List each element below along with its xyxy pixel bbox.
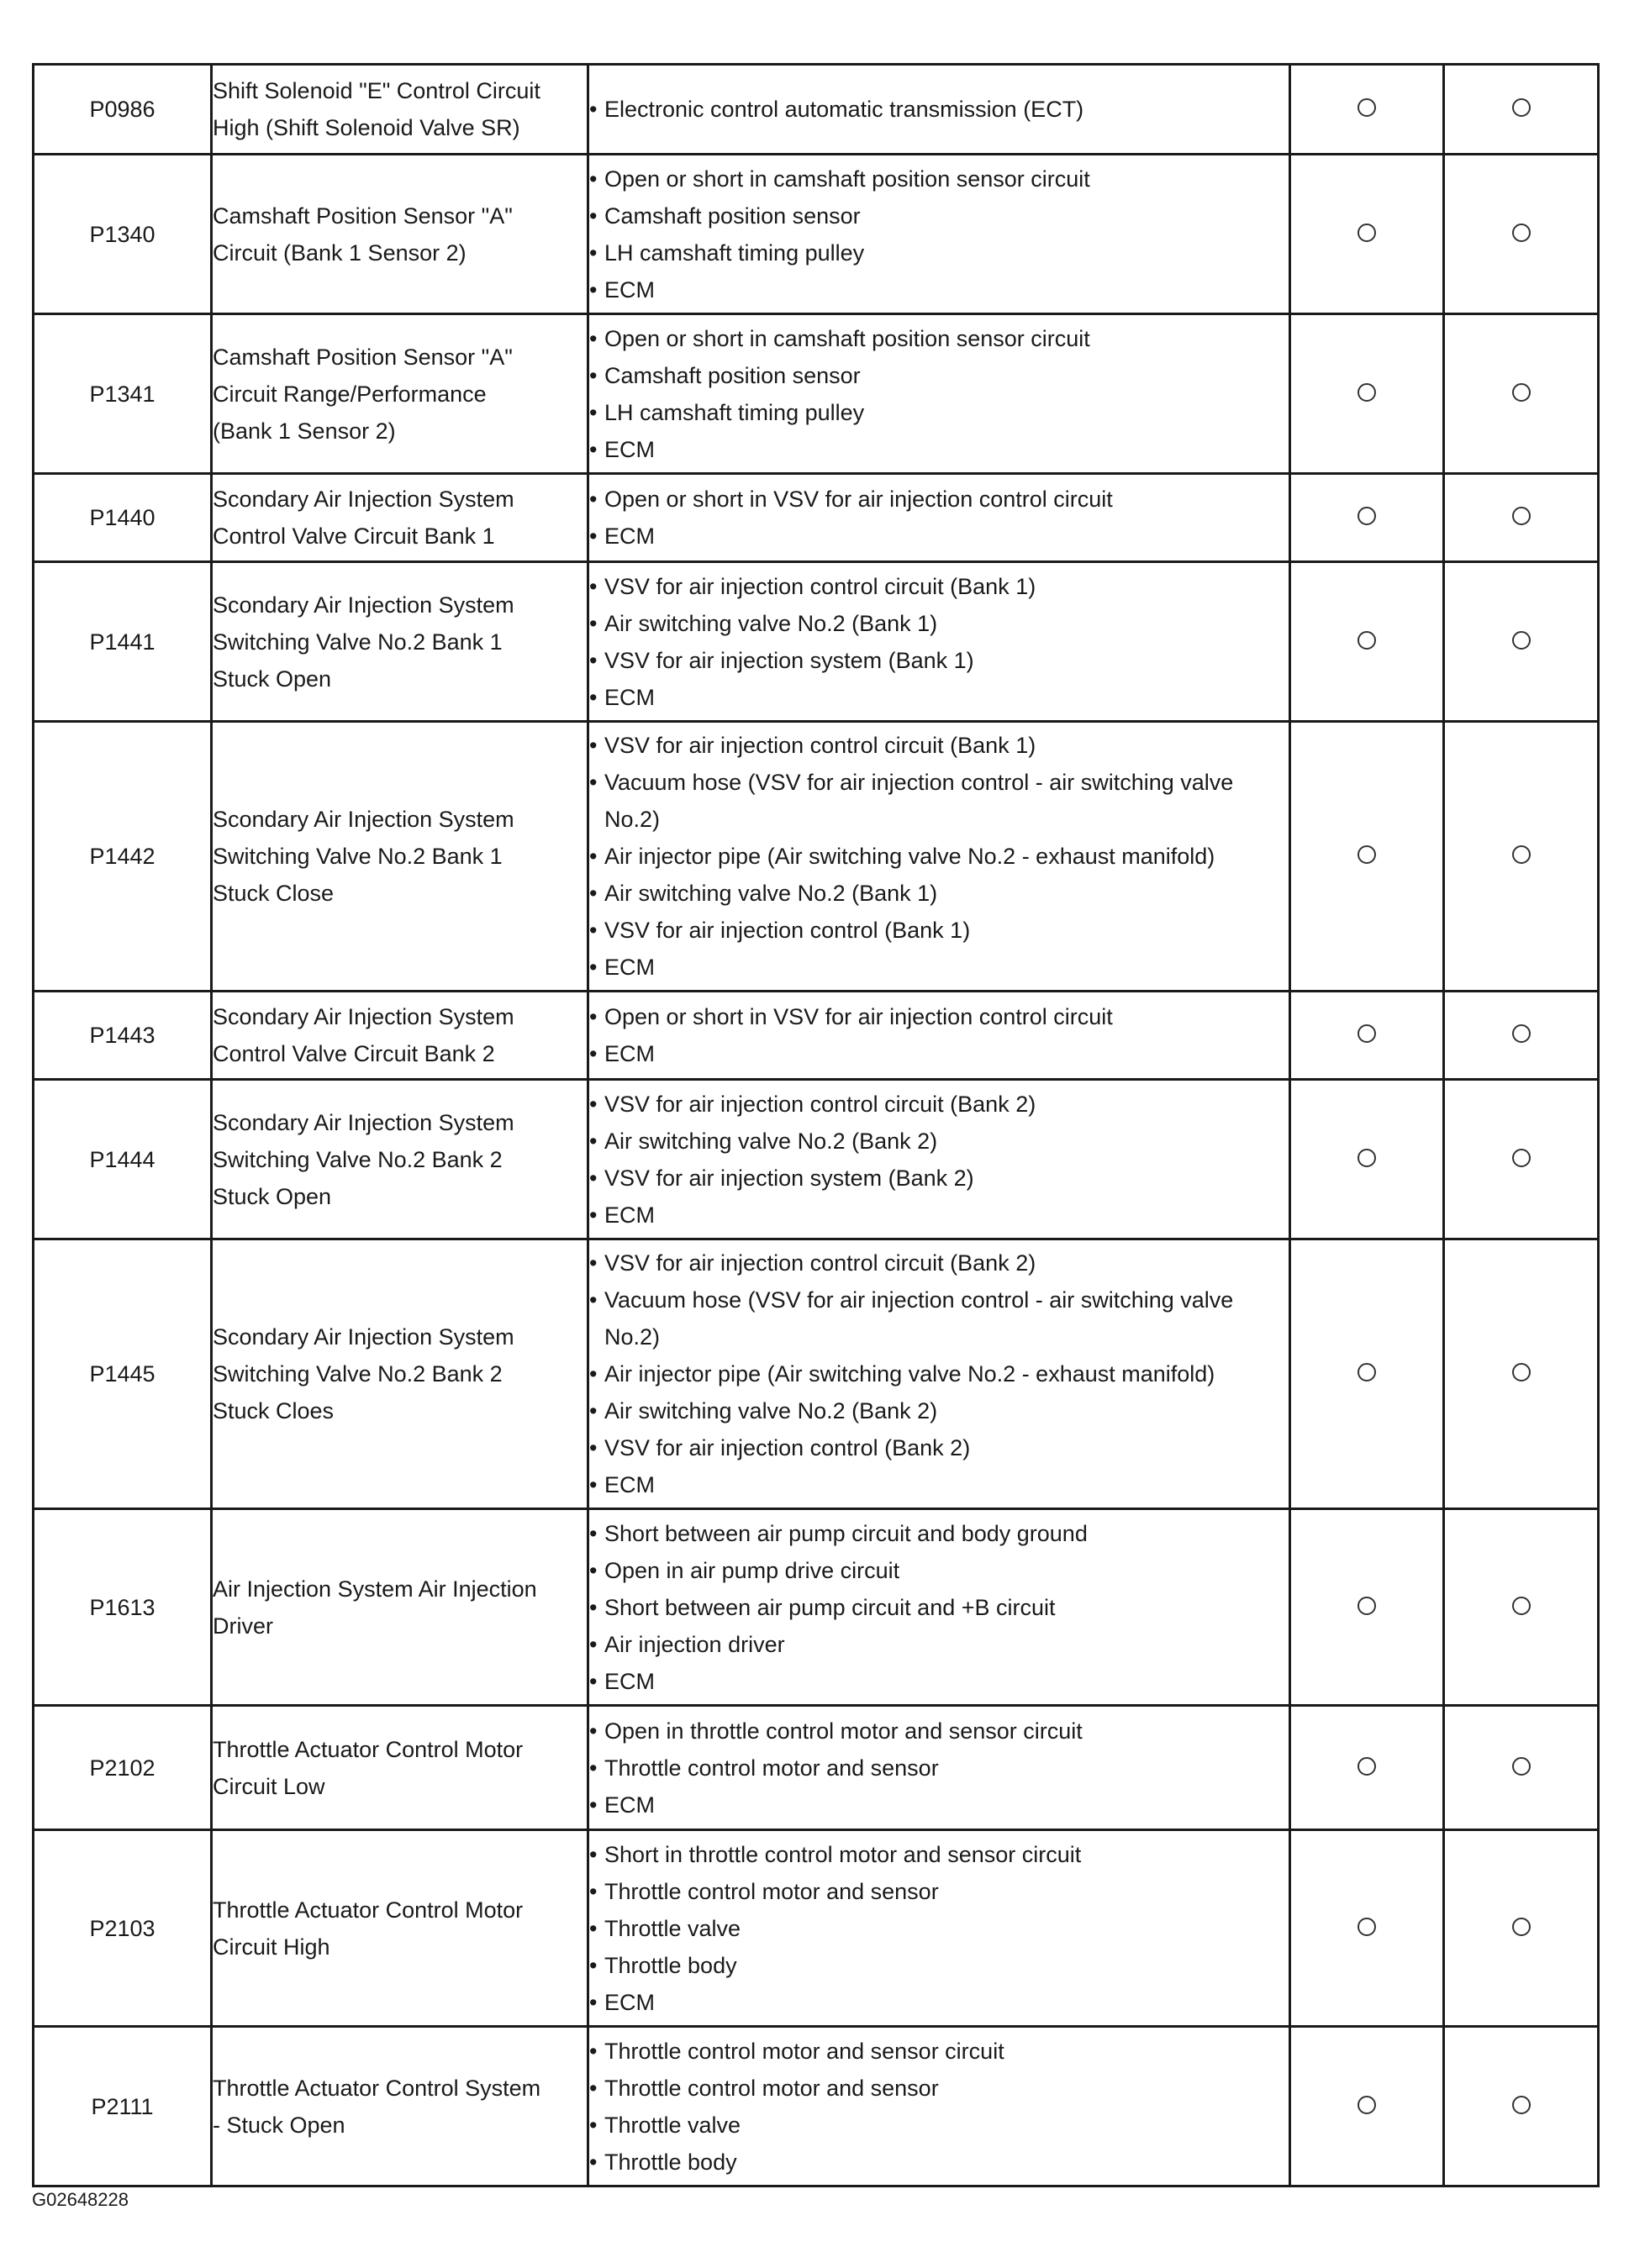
- trouble-areas: [588, 155, 1290, 314]
- bullet-icon: •: [589, 1989, 598, 2015]
- dtc-table: [32, 63, 1600, 2187]
- trouble-area-text: Air switching valve No.2 (Bank 1): [604, 610, 938, 636]
- dtc-description: [212, 2027, 588, 2186]
- memory-column-cell: [1444, 474, 1599, 562]
- dtc-description: [212, 722, 588, 992]
- bullet-icon: •: [589, 733, 598, 758]
- description-line: Stuck Cloes: [213, 1398, 335, 1423]
- bullet-icon: •: [589, 2075, 598, 2101]
- bullet-icon: •: [589, 2038, 598, 2064]
- trouble-area-text: Open or short in camshaft position sensor circuit: [604, 166, 1090, 192]
- table-row: [34, 1830, 1599, 2027]
- description-line: - Stuck Open: [213, 2112, 345, 2138]
- trouble-area-item: [589, 234, 1289, 271]
- description-line: Scondary Air Injection System: [213, 1109, 514, 1135]
- bullet-icon: •: [589, 1202, 598, 1228]
- bullet-icon: •: [589, 1165, 598, 1191]
- description-line: Stuck Open: [213, 1183, 332, 1209]
- bullet-icon: •: [589, 1631, 598, 1657]
- trouble-area-text: ECM: [604, 1202, 655, 1228]
- bullet-icon: •: [589, 844, 598, 869]
- mil-column-cell: [1290, 1239, 1444, 1509]
- trouble-area-item: [589, 912, 1289, 949]
- trouble-area-item: [589, 727, 1289, 764]
- bullet-icon: •: [589, 770, 598, 795]
- bullet-icon: •: [589, 1287, 598, 1313]
- description-line: (Bank 1 Sensor 2): [213, 418, 396, 444]
- table-row: [34, 474, 1599, 562]
- circle-icon: [1512, 1024, 1531, 1043]
- circle-icon: [1512, 507, 1531, 525]
- circle-icon: [1512, 845, 1531, 864]
- mil-column-cell: [1290, 1509, 1444, 1706]
- trouble-area-text: Air switching valve No.2 (Bank 2): [604, 1128, 938, 1154]
- dtc-code: P1442: [34, 722, 212, 992]
- trouble-area-item: [589, 1245, 1289, 1281]
- memory-column-cell: [1444, 562, 1599, 722]
- trouble-area-text: Throttle control motor and sensor: [604, 1878, 939, 1904]
- trouble-area-text: Air injector pipe (Air switching valve No.2 - exhaust manifold): [604, 1361, 1215, 1387]
- bullet-icon: •: [589, 1668, 598, 1694]
- dtc-code: P1340: [34, 155, 212, 314]
- trouble-area-item: [589, 1589, 1289, 1626]
- trouble-area-text: Open or short in VSV for air injection control circuit: [604, 1004, 1113, 1029]
- trouble-area-text: ECM: [604, 1041, 655, 1066]
- trouble-area-item: [589, 1035, 1289, 1072]
- bullet-icon: •: [589, 487, 598, 512]
- description-line: Scondary Air Injection System: [213, 487, 514, 512]
- trouble-area-text: Throttle control motor and sensor: [604, 2075, 939, 2101]
- bullet-icon: •: [589, 1004, 598, 1029]
- bullet-icon: •: [589, 1915, 598, 1941]
- trouble-area-item: [589, 1984, 1289, 2021]
- circle-icon: [1512, 1918, 1531, 1936]
- trouble-area-item: [589, 1197, 1289, 1234]
- dtc-description: [212, 65, 588, 155]
- bullet-icon: •: [589, 239, 598, 266]
- trouble-area-item: [589, 394, 1289, 431]
- trouble-area-item: [589, 2107, 1289, 2144]
- description-line: Driver: [213, 1613, 273, 1639]
- description-line: Stuck Close: [213, 881, 335, 906]
- circle-icon: [1358, 507, 1376, 525]
- bullet-icon: •: [589, 1128, 598, 1154]
- circle-icon: [1512, 1757, 1531, 1776]
- bullet-icon: •: [589, 1878, 598, 1904]
- trouble-area-item: [589, 642, 1289, 679]
- trouble-area-text: Camshaft position sensor: [604, 203, 861, 229]
- trouble-area-text: ECM: [604, 955, 655, 980]
- trouble-area-text: Air switching valve No.2 (Bank 2): [604, 1398, 938, 1423]
- bullet-icon: •: [589, 1841, 598, 1867]
- description-line: Camshaft Position Sensor "A": [213, 344, 513, 370]
- circle-icon: [1512, 631, 1531, 650]
- trouble-area-item: [589, 1836, 1289, 1873]
- trouble-areas: [588, 2027, 1290, 2186]
- trouble-area-text: ECM: [604, 1472, 655, 1497]
- bullet-icon: •: [589, 1718, 598, 1744]
- bullet-icon: •: [589, 1041, 598, 1066]
- trouble-area-text: VSV for air injection control circuit (Bank 2): [604, 1250, 1036, 1276]
- trouble-area-item: [589, 1160, 1289, 1197]
- description-line: Circuit Range/Performance: [213, 381, 487, 407]
- description-line: Throttle Actuator Control Motor: [213, 1736, 524, 1762]
- circle-icon: [1358, 383, 1376, 402]
- description-line: Camshaft Position Sensor "A": [213, 203, 513, 229]
- circle-icon: [1358, 1918, 1376, 1936]
- dtc-description: [212, 314, 588, 474]
- description-line: Switching Valve No.2 Bank 2: [213, 1146, 503, 1172]
- bullet-icon: •: [589, 1792, 598, 1818]
- trouble-area-text: Open or short in VSV for air injection control circuit: [604, 487, 1113, 512]
- circle-icon: [1512, 1597, 1531, 1615]
- trouble-area-item: [589, 2033, 1289, 2070]
- trouble-area-text: ECM: [604, 1668, 655, 1694]
- bullet-icon: •: [589, 1520, 598, 1546]
- bullet-icon: •: [589, 2149, 598, 2175]
- trouble-area-text: Throttle body: [604, 2149, 737, 2175]
- trouble-areas: [588, 65, 1290, 155]
- trouble-area-text: ECM: [604, 524, 655, 549]
- trouble-area-item: [589, 1355, 1289, 1392]
- trouble-area-item: [589, 1086, 1289, 1123]
- trouble-area-item: [589, 1713, 1289, 1750]
- trouble-area-text: VSV for air injection system (Bank 2): [604, 1165, 974, 1191]
- bullet-icon: •: [589, 610, 598, 636]
- circle-icon: [1358, 1757, 1376, 1776]
- dtc-code: P1443: [34, 992, 212, 1080]
- bullet-icon: •: [589, 276, 598, 303]
- trouble-area-item: [589, 518, 1289, 555]
- dtc-description: [212, 155, 588, 314]
- trouble-areas: [588, 992, 1290, 1080]
- trouble-area-text: Vacuum hose (VSV for air injection control - air switching valve No.2): [604, 770, 1234, 832]
- memory-column-cell: [1444, 2027, 1599, 2186]
- memory-column-cell: [1444, 1509, 1599, 1706]
- dtc-description: [212, 1509, 588, 1706]
- trouble-area-text: ECM: [604, 1989, 655, 2015]
- bullet-icon: •: [589, 1091, 598, 1117]
- trouble-area-text: VSV for air injection control circuit (Bank 1): [604, 733, 1036, 758]
- bullet-icon: •: [589, 1250, 598, 1276]
- dtc-code: P2103: [34, 1830, 212, 2027]
- trouble-area-item: [589, 320, 1289, 357]
- circle-icon: [1358, 1597, 1376, 1615]
- trouble-area-item: [589, 605, 1289, 642]
- trouble-area-text: VSV for air injection system (Bank 1): [604, 647, 974, 673]
- trouble-area-item: [589, 160, 1289, 197]
- trouble-areas: [588, 1239, 1290, 1509]
- mil-column-cell: [1290, 2027, 1444, 2186]
- dtc-description: [212, 992, 588, 1080]
- trouble-area-item: [589, 1429, 1289, 1466]
- circle-icon: [1512, 383, 1531, 402]
- description-line: Stuck Open: [213, 666, 332, 692]
- trouble-area-item: [589, 481, 1289, 518]
- trouble-area-text: Short between air pump circuit and body ground: [604, 1520, 1088, 1546]
- memory-column-cell: [1444, 1080, 1599, 1239]
- dtc-description: [212, 1239, 588, 1509]
- dtc-code: P1444: [34, 1080, 212, 1239]
- trouble-area-text: LH camshaft timing pulley: [604, 239, 865, 266]
- dtc-description: [212, 562, 588, 722]
- table-row: [34, 155, 1599, 314]
- trouble-area-item: [589, 271, 1289, 308]
- circle-icon: [1358, 631, 1376, 650]
- mil-column-cell: [1290, 155, 1444, 314]
- trouble-area-item: [589, 2070, 1289, 2107]
- trouble-area-item: [589, 1466, 1289, 1503]
- dtc-code: P2111: [34, 2027, 212, 2186]
- dtc-code: P1440: [34, 474, 212, 562]
- trouble-area-item: [589, 875, 1289, 912]
- bullet-icon: •: [589, 399, 598, 425]
- bullet-icon: •: [589, 684, 598, 710]
- dtc-code: P1613: [34, 1509, 212, 1706]
- description-line: Control Valve Circuit Bank 1: [213, 524, 495, 549]
- bullet-icon: •: [589, 166, 598, 192]
- trouble-area-item: [589, 91, 1289, 128]
- trouble-areas: [588, 474, 1290, 562]
- dtc-description: [212, 1706, 588, 1830]
- description-line: Shift Solenoid "E" Control Circuit: [213, 78, 540, 103]
- bullet-icon: •: [589, 647, 598, 673]
- mil-column-cell: [1290, 474, 1444, 562]
- memory-column-cell: [1444, 1706, 1599, 1830]
- table-row: [34, 1239, 1599, 1509]
- description-line: Circuit (Bank 1 Sensor 2): [213, 239, 467, 266]
- memory-column-cell: [1444, 1830, 1599, 2027]
- trouble-area-text: Throttle valve: [604, 2112, 741, 2138]
- bullet-icon: •: [589, 1435, 598, 1460]
- memory-column-cell: [1444, 992, 1599, 1080]
- trouble-area-item: [589, 1750, 1289, 1787]
- description-line: Throttle Actuator Control Motor: [213, 1897, 524, 1923]
- description-line: Control Valve Circuit Bank 2: [213, 1041, 495, 1066]
- circle-icon: [1512, 2096, 1531, 2114]
- trouble-area-item: [589, 1873, 1289, 1910]
- trouble-area-text: Air switching valve No.2 (Bank 1): [604, 881, 938, 906]
- bullet-icon: •: [589, 955, 598, 980]
- circle-icon: [1358, 1024, 1376, 1043]
- description-line: Scondary Air Injection System: [213, 1004, 514, 1029]
- trouble-area-text: Open or short in camshaft position sensor circuit: [604, 325, 1090, 351]
- circle-icon: [1512, 1149, 1531, 1167]
- trouble-area-text: Short in throttle control motor and sensor circuit: [604, 1841, 1082, 1867]
- description-line: Circuit High: [213, 1934, 330, 1960]
- bullet-icon: •: [589, 1472, 598, 1497]
- mil-column-cell: [1290, 65, 1444, 155]
- table-row: [34, 992, 1599, 1080]
- table-row: [34, 1080, 1599, 1239]
- memory-column-cell: [1444, 314, 1599, 474]
- bullet-icon: •: [589, 881, 598, 906]
- bullet-icon: •: [589, 918, 598, 943]
- trouble-area-item: [589, 1787, 1289, 1823]
- trouble-area-item: [589, 1123, 1289, 1160]
- trouble-area-item: [589, 431, 1289, 468]
- trouble-area-item: [589, 949, 1289, 986]
- bullet-icon: •: [589, 1594, 598, 1620]
- trouble-area-item: [589, 1515, 1289, 1552]
- description-line: Scondary Air Injection System: [213, 1324, 514, 1350]
- mil-column-cell: [1290, 562, 1444, 722]
- trouble-area-item: [589, 1910, 1289, 1947]
- circle-icon: [1512, 98, 1531, 117]
- memory-column-cell: [1444, 1239, 1599, 1509]
- trouble-area-text: ECM: [604, 684, 655, 710]
- bullet-icon: •: [589, 1952, 598, 1978]
- trouble-area-text: Air injection driver: [604, 1631, 785, 1657]
- description-line: Switching Valve No.2 Bank 1: [213, 629, 503, 655]
- trouble-area-text: Throttle body: [604, 1952, 737, 1978]
- bullet-icon: •: [589, 362, 598, 388]
- bullet-icon: •: [589, 1755, 598, 1781]
- bullet-icon: •: [589, 573, 598, 599]
- bullet-icon: •: [589, 1361, 598, 1387]
- mil-column-cell: [1290, 1830, 1444, 2027]
- table-row: [34, 2027, 1599, 2186]
- trouble-area-item: [589, 679, 1289, 716]
- description-line: Scondary Air Injection System: [213, 807, 514, 832]
- mil-column-cell: [1290, 1706, 1444, 1830]
- circle-icon: [1512, 224, 1531, 242]
- trouble-area-text: VSV for air injection control circuit (Bank 1): [604, 573, 1036, 599]
- trouble-area-item: [589, 998, 1289, 1035]
- trouble-area-item: [589, 568, 1289, 605]
- trouble-area-text: VSV for air injection control (Bank 2): [604, 1435, 971, 1460]
- dtc-description: [212, 1830, 588, 2027]
- mil-column-cell: [1290, 314, 1444, 474]
- trouble-area-text: ECM: [604, 436, 655, 462]
- trouble-area-text: Open in throttle control motor and sensor circuit: [604, 1718, 1083, 1744]
- table-row: [34, 1509, 1599, 1706]
- figure-id: G02648228: [32, 2189, 129, 2210]
- trouble-area-text: Electronic control automatic transmission (ECT): [604, 97, 1084, 122]
- bullet-icon: •: [589, 1398, 598, 1423]
- dtc-code: P2102: [34, 1706, 212, 1830]
- bullet-icon: •: [589, 97, 598, 122]
- trouble-area-item: [589, 1281, 1289, 1355]
- trouble-areas: [588, 722, 1290, 992]
- trouble-area-item: [589, 357, 1289, 394]
- dtc-description: [212, 1080, 588, 1239]
- dtc-code: P1441: [34, 562, 212, 722]
- bullet-icon: •: [589, 436, 598, 462]
- circle-icon: [1358, 2096, 1376, 2114]
- table-row: [34, 65, 1599, 155]
- dtc-description: [212, 474, 588, 562]
- trouble-area-text: LH camshaft timing pulley: [604, 399, 865, 425]
- trouble-area-item: [589, 838, 1289, 875]
- trouble-area-item: [589, 1947, 1289, 1984]
- table-row: [34, 314, 1599, 474]
- trouble-area-text: ECM: [604, 1792, 655, 1818]
- bullet-icon: •: [589, 203, 598, 229]
- circle-icon: [1358, 1149, 1376, 1167]
- table-row: [34, 1706, 1599, 1830]
- circle-icon: [1358, 1363, 1376, 1381]
- trouble-area-text: Camshaft position sensor: [604, 362, 861, 388]
- memory-column-cell: [1444, 722, 1599, 992]
- trouble-areas: [588, 1706, 1290, 1830]
- bullet-icon: •: [589, 2112, 598, 2138]
- trouble-area-item: [589, 2144, 1289, 2181]
- trouble-area-item: [589, 1663, 1289, 1700]
- description-line: High (Shift Solenoid Valve SR): [213, 115, 520, 140]
- mil-column-cell: [1290, 992, 1444, 1080]
- table-row: [34, 562, 1599, 722]
- trouble-area-text: Throttle control motor and sensor circuit: [604, 2038, 1004, 2064]
- circle-icon: [1512, 1363, 1531, 1381]
- trouble-area-text: VSV for air injection control circuit (Bank 2): [604, 1091, 1036, 1117]
- trouble-area-text: Open in air pump drive circuit: [604, 1557, 900, 1583]
- trouble-areas: [588, 314, 1290, 474]
- mil-column-cell: [1290, 722, 1444, 992]
- trouble-areas: [588, 1830, 1290, 2027]
- dtc-code: P0986: [34, 65, 212, 155]
- trouble-area-text: Vacuum hose (VSV for air injection control - air switching valve No.2): [604, 1287, 1234, 1350]
- bullet-icon: •: [589, 1557, 598, 1583]
- circle-icon: [1358, 224, 1376, 242]
- memory-column-cell: [1444, 65, 1599, 155]
- trouble-area-item: [589, 764, 1289, 838]
- description-line: Switching Valve No.2 Bank 1: [213, 844, 503, 869]
- trouble-areas: [588, 1509, 1290, 1706]
- description-line: Air Injection System Air Injection: [213, 1576, 537, 1602]
- circle-icon: [1358, 98, 1376, 117]
- description-line: Throttle Actuator Control System: [213, 2075, 541, 2101]
- dtc-code: P1341: [34, 314, 212, 474]
- trouble-area-text: VSV for air injection control (Bank 1): [604, 918, 971, 943]
- trouble-area-item: [589, 1392, 1289, 1429]
- memory-column-cell: [1444, 155, 1599, 314]
- trouble-area-text: ECM: [604, 276, 655, 303]
- trouble-areas: [588, 1080, 1290, 1239]
- dtc-code: P1445: [34, 1239, 212, 1509]
- table-row: [34, 722, 1599, 992]
- trouble-area-item: [589, 1626, 1289, 1663]
- description-line: Scondary Air Injection System: [213, 592, 514, 618]
- mil-column-cell: [1290, 1080, 1444, 1239]
- circle-icon: [1358, 845, 1376, 864]
- dtc-table-body: [34, 65, 1599, 2186]
- bullet-icon: •: [589, 325, 598, 351]
- trouble-area-item: [589, 197, 1289, 234]
- trouble-area-item: [589, 1552, 1289, 1589]
- trouble-areas: [588, 562, 1290, 722]
- bullet-icon: •: [589, 524, 598, 549]
- description-line: Switching Valve No.2 Bank 2: [213, 1361, 503, 1387]
- trouble-area-text: Throttle control motor and sensor: [604, 1755, 939, 1781]
- description-line: Circuit Low: [213, 1773, 325, 1799]
- trouble-area-text: Throttle valve: [604, 1915, 741, 1941]
- trouble-area-text: Short between air pump circuit and +B circuit: [604, 1594, 1056, 1620]
- trouble-area-text: Air injector pipe (Air switching valve No.2 - exhaust manifold): [604, 844, 1215, 869]
